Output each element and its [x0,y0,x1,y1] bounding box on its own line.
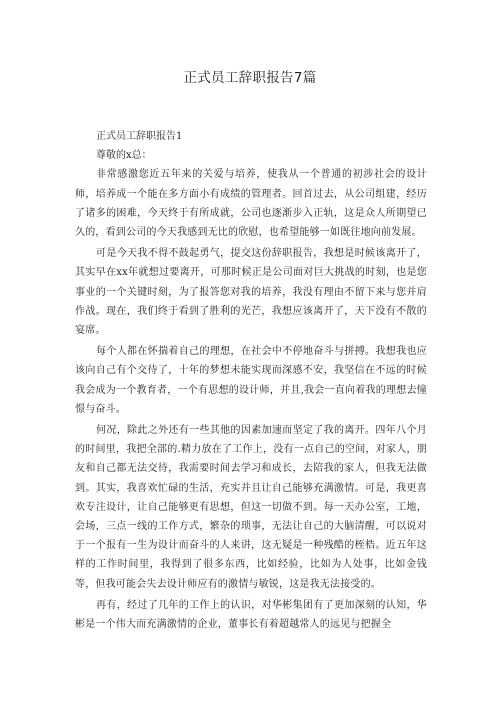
paragraph-4: 何况，除此之外还有一些其他的因素加速而坚定了我的离开。四年八个月的时间里，我把全部的.精力放在了工作上，没有一点自己的空间，对家人，朋友和自己都无法交待，我需要时间去学习和成长，去陪我的家人，但我无法做到。其实，我喜欢忙碌的生活，充实并且让自己能够充满激情。可是，我更喜欢专注设计，让自己能够更有思想，但这一切做不到。每一天办公室，工地，会场，三点一线的工作方式，繁杂的琐事，无法让自己的大脑清醒，可以说对于一个报有一生为设计而奋斗的人来讲，这无疑是一种残酷的桎梏。近五年这样的工作时间里，我得到了很多东西，比如经验，比如为人处事，比如金钱等，但我可能会失去设计师应有的激情与敏锐，这是我无法接受的。 [75,425,427,590]
paragraph-5: 再有，经过了几年的工作上的认识，对华彬集团有了更加深刻的认知，华彬是一个伟大而充满激情的企业，董事长有着超越常人的远见与把握全 [75,599,427,631]
document-title: 正式员工辞职报告7篇 [183,70,317,86]
salutation: 尊敬的x总： [96,150,152,162]
report-subtitle: 正式员工辞职报告1 [96,131,183,142]
paragraph-1: 非常感激您近五年来的关爱与培养，使我从一个普通的初涉社会的设计师，培养成一个能在多方面小有成绩的管理者。回首过去，从公司组建，经历了诸多的困难，今天终于有所成就，公司也逐渐步入正轨，这是众人所期望已久的，看到公司的今天我感到无比的欣慰，也希望能够一如既往地向前发展。 [75,169,427,239]
paragraph-3: 每个人都在怀揣着自己的理想，在社会中不停地奋斗与拼搏。我想我也应该向自己有个交待了，十年的梦想未能实现而深感不安，我坚信在不远的时候我会成为一个教育者，一个有思想的设计师，并且,我会一直向着我的理想去憧憬与奋斗。 [75,346,427,415]
paragraph-2: 可是今天我不得不鼓起勇气，提交这份辞职报告，我想是时候该离开了，其实早在xx年就想过要离开，可那时候正是公司面对巨大挑战的时刻，也是您事业的一个关键时刻，为了报答您对我的培养，我没有理由不留下来与您并肩作战。现在，我们终于看到了胜利的光芒，我想应该离开了，天下没有不散的宴席。 [75,248,427,337]
document-body [75,127,427,634]
